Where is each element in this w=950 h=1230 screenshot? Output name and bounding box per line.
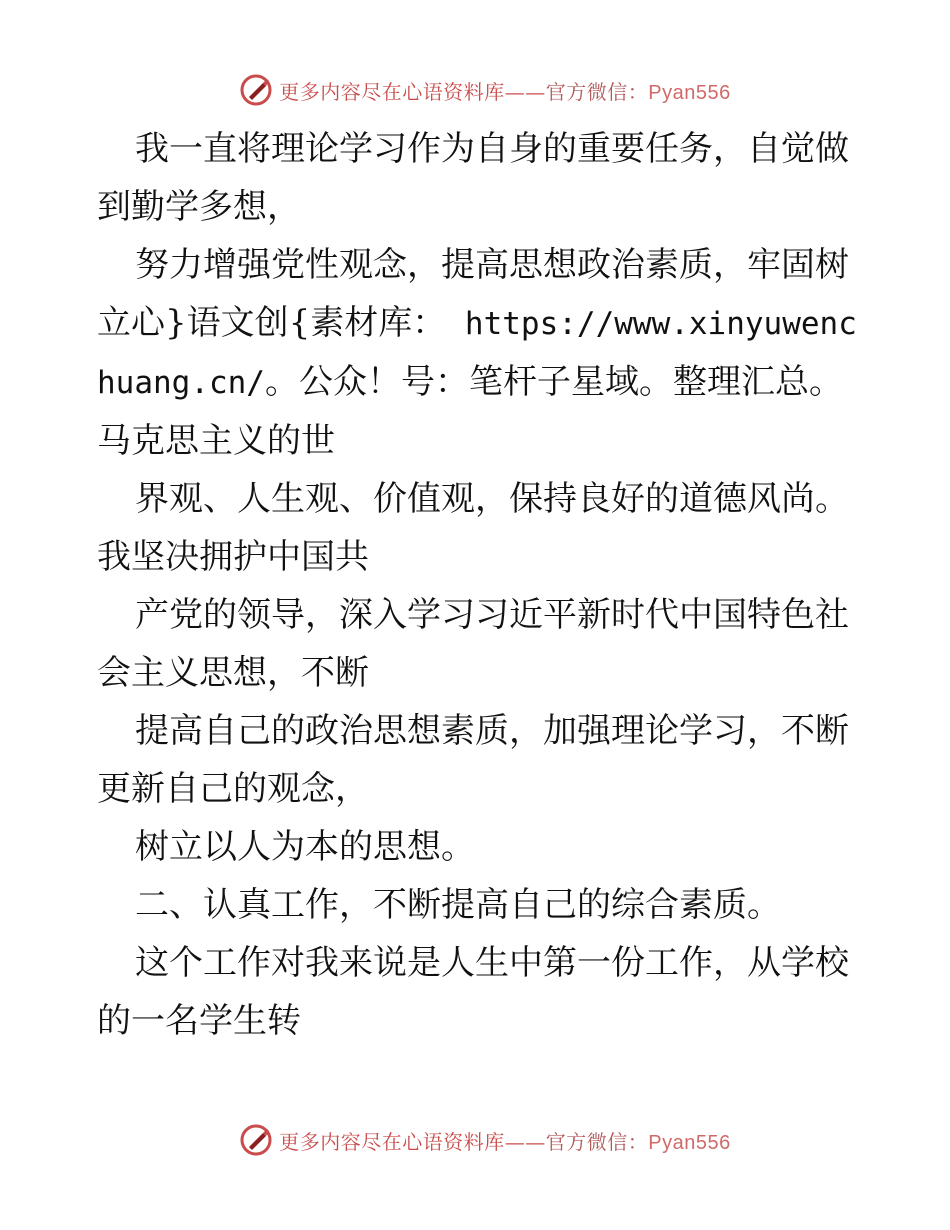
footer-banner-text — [279, 1126, 730, 1155]
section-heading-2: 二、认真工作，不断提高自己的综合素质。 — [135, 885, 781, 925]
paragraph-2 — [97, 236, 857, 470]
paragraph-6: 树立以人为本的思想。 — [135, 827, 475, 867]
footer-site-text: 更多内容尽在心语资料库—— — [279, 1129, 546, 1154]
paragraph-8: 这个工作对我来说是人生中第一份工作，从学校的一名学生转 — [97, 943, 849, 1041]
paragraph-4: 产党的领导，深入学习习近平新时代中国特色社会主义思想，不断 — [97, 595, 849, 693]
paragraph-2-text-a: 努力增强党性观念，提高思想政治素质，牢固树立心}语文创{素材库： — [97, 245, 849, 343]
brand-logo-icon — [239, 1123, 273, 1157]
header-wechat-label: 官方微信： — [545, 79, 649, 104]
paragraph-2-text-b: 。公众！号：笔杆子星域。整理汇总。马克思主义的世 — [97, 362, 843, 461]
document-body — [97, 120, 857, 1050]
footer-wechat-label: 官方微信： — [545, 1129, 649, 1154]
brand-logo-icon — [239, 73, 273, 107]
header-wechat-handle: Pyan556 — [648, 81, 731, 104]
paragraph-1: 我一直将理论学习作为自身的重要任务，自觉做到勤学多想， — [97, 129, 849, 227]
source-url-link[interactable]: https://www.xinyuwenchuang.cn/ — [97, 306, 857, 401]
header-site-text: 更多内容尽在心语资料库—— — [279, 79, 546, 104]
header-banner — [0, 70, 950, 110]
paragraph-5: 提高自己的政治思想素质，加强理论学习，不断更新自己的观念， — [97, 711, 849, 809]
footer-wechat-handle: Pyan556 — [648, 1131, 731, 1154]
header-banner-text — [279, 76, 730, 105]
footer-banner — [0, 1120, 950, 1160]
paragraph-3: 界观、人生观、价值观，保持良好的道德风尚。我坚决拥护中国共 — [97, 479, 849, 577]
